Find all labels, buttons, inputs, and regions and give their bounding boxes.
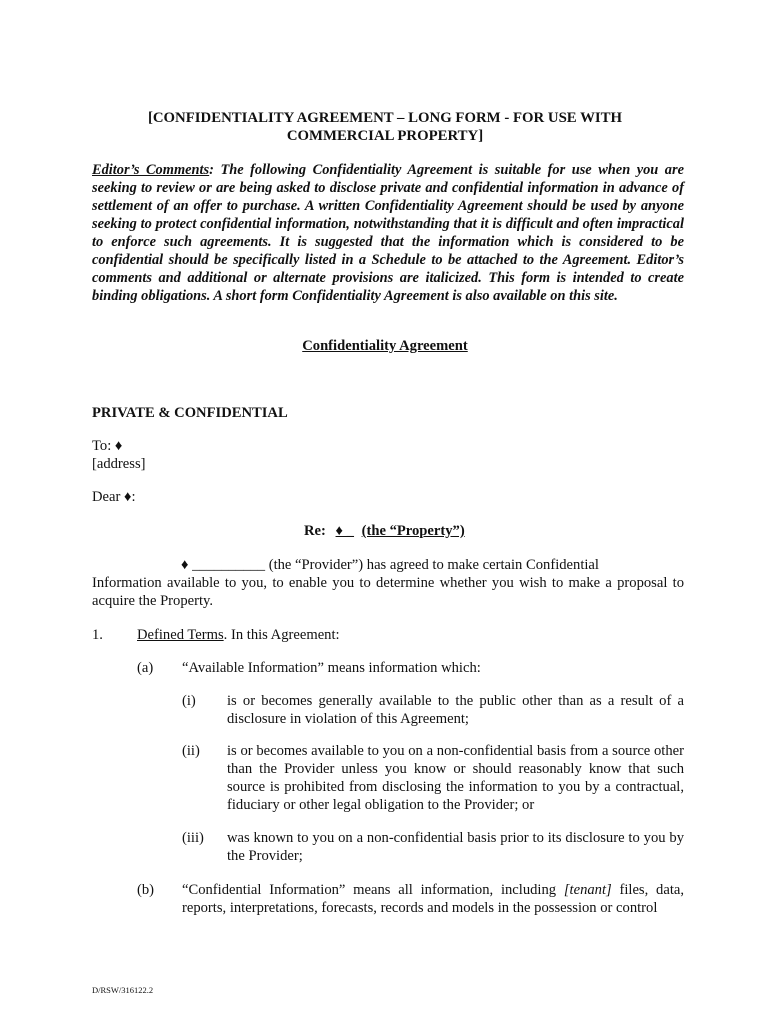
- re-marker: ♦ _: [335, 523, 354, 539]
- subitem-iii-label: (iii): [182, 830, 204, 846]
- re-property: (the “Property”): [361, 523, 465, 539]
- editors-comments: [92, 161, 684, 305]
- item-b-label: (b): [137, 882, 155, 898]
- item-b-italic: [tenant]: [563, 882, 612, 898]
- item-b-before: “Confidential Information” means all information, including: [182, 882, 564, 898]
- agreement-heading: [92, 337, 678, 355]
- private-confidential: PRIVATE & CONFIDENTIAL: [92, 405, 288, 421]
- editors-comments-label: Editor’s Comments: [92, 162, 210, 178]
- item-b-after: files, data, reports, interpretations, forecasts, records and models in the possession or control: [182, 882, 684, 916]
- re-prefix: Re:: [304, 523, 326, 539]
- section-1-title: Defined Terms: [137, 627, 224, 643]
- section-1-number: 1.: [92, 627, 103, 643]
- title-line-2: COMMERCIAL PROPERTY]: [286, 128, 484, 144]
- item-a-text: “Available Information” means information which:: [182, 660, 481, 676]
- re-line: [304, 522, 465, 540]
- item-a-label: (a): [137, 660, 154, 676]
- section-1-heading: [137, 626, 340, 644]
- intro-first-line: ♦ __________ (the “Provider”) has agreed to make certain Confidential: [181, 557, 599, 573]
- subitem-iii-text: was known to you on a non-confidential basis prior to its disclosure to you by the Provider;: [227, 830, 684, 864]
- subitem-ii-text: is or becomes available to you on a non-confidential basis from a source other than the Provider unless you know or should reasonably know that such source is prohibited from disclosing the information to you by a contractual, fiduciary or other legal obligation to the Provider; or: [227, 743, 684, 813]
- recipient-address: [address]: [92, 456, 146, 472]
- document-footer-code: D/RSW/316122.2: [92, 985, 154, 995]
- recipient-line: To: ♦: [92, 438, 123, 454]
- section-1-after: . In this Agreement:: [223, 627, 340, 643]
- subitem-ii-label: (ii): [182, 743, 200, 759]
- intro-continuation: Information available to you, to enable you to determine whether you wish to make a proposal to acquire the Property.: [92, 575, 684, 609]
- title-line-1: [CONFIDENTIALITY AGREEMENT – LONG FORM - FOR USE WITH: [147, 110, 623, 126]
- subitem-i-text: is or becomes generally available to the public other than as a result of a disclosure in violation of this Agreement;: [227, 693, 684, 727]
- item-b-text: [182, 881, 684, 917]
- agreement-heading-text: Confidentiality Agreement: [302, 338, 468, 354]
- salutation: Dear ♦:: [92, 489, 136, 505]
- editors-comments-text: : The following Confidentiality Agreement is suitable for use when you are seeking to review or are being asked to disclose private and confidential information in advance of settlement of an offer to purchase. A written Confidentiality Agreement should be used by anyone seeking to protect confidential information, notwithstanding that it is difficult and often impractical to enforce such agreements. It is suggested that the information which is considered to be confidential should be specifically listed in a Schedule to be attached to the Agreement. Editor’s comments and additional or alternate provisions are italicized. This form is intended to create binding obligations. A short form Confidentiality Agreement is also available on this site.: [92, 162, 684, 304]
- document-title: [92, 109, 678, 145]
- subitem-i-label: (i): [182, 693, 196, 709]
